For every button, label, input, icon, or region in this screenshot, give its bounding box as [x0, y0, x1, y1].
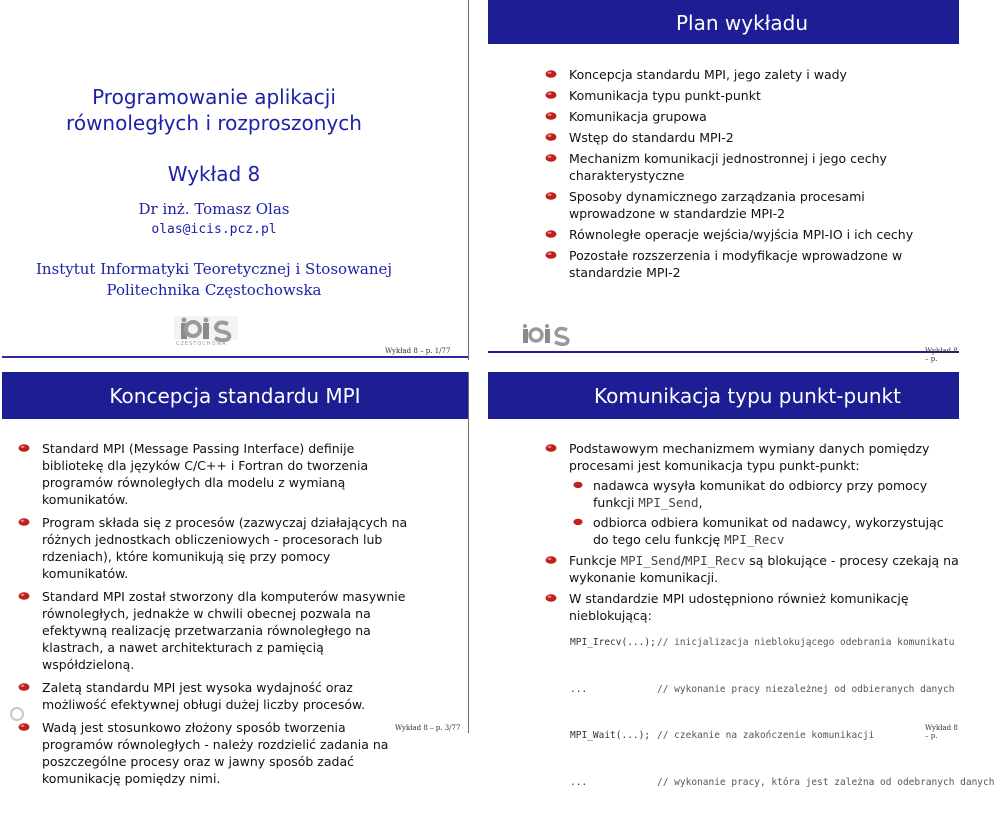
item-text: Komunikacja grupowa — [569, 109, 707, 124]
list-item — [12, 514, 412, 582]
slide-title-bar — [2, 372, 468, 419]
icis-logo-corner — [6, 706, 28, 722]
university-name: Politechnika Częstochowska — [106, 281, 322, 299]
p2p-list — [539, 440, 959, 624]
bullet-icon — [573, 517, 583, 526]
item-text: Podstawowym mechanizmem wymiany danych pomiędzy procesami jest komunikacja typu punkt-punkt: — [569, 441, 930, 473]
list-item — [12, 719, 412, 787]
item-text: Komunikacja typu punkt-punkt — [569, 88, 761, 103]
bullet-icon — [545, 593, 557, 602]
item-text: Funkcje — [569, 553, 621, 568]
page-footer: Wykład 8 – p. — [925, 347, 958, 363]
list-item — [539, 247, 949, 281]
bullet-icon — [18, 722, 30, 731]
slide-title: Plan wykładu — [676, 11, 808, 35]
bullet-icon — [545, 443, 557, 452]
code-line — [570, 682, 994, 698]
item-text: odbiorca odbiera komunikat od nadawcy, wykorzystując do tego celu funkcję — [593, 515, 944, 547]
logo-caption: CZESTOCHOWA — [176, 341, 227, 347]
bullet-icon — [18, 443, 30, 452]
item-text: Program składa się z procesów (zazwyczaj działających na różnych jednostkach obliczeniowych - procesorach lub rdzeniach), które komunikują się przy pomocy komunikatów. — [42, 515, 408, 581]
code-line — [570, 635, 994, 651]
list-item — [539, 129, 949, 146]
bullet-icon — [545, 69, 557, 78]
icis-logo-small — [515, 320, 581, 350]
footer-rule — [2, 356, 468, 358]
list-item — [539, 87, 949, 104]
bullet-icon — [18, 591, 30, 600]
bullet-icon — [545, 132, 557, 141]
lecture-course-title-line1: Programowanie aplikacji — [92, 85, 336, 109]
list-item — [539, 188, 949, 222]
code-mpi-send: MPI_Send — [620, 553, 681, 568]
plan-list — [539, 66, 949, 281]
concept-list — [12, 440, 412, 787]
lecture-course-title-line2: równoległych i rozproszonych — [66, 111, 362, 135]
list-item — [539, 66, 949, 83]
code-comment: // czekanie na zakończenie komunikacji — [657, 730, 875, 741]
slide-title-bar — [488, 0, 959, 44]
slide-title: Koncepcja standardu MPI — [109, 384, 361, 408]
slide-title: Komunikacja typu punkt-punkt — [594, 384, 901, 408]
page-footer: Wykład 8 – p. 1/77 — [385, 347, 451, 355]
sub-list — [569, 477, 959, 548]
icis-logo — [170, 312, 242, 350]
code-mpi-recv: MPI_Recv — [685, 553, 746, 568]
item-text: są blokujące - procesy czekają na wykonanie komunikacji. — [569, 553, 959, 585]
code-example — [570, 604, 994, 821]
slide-title-bar — [488, 372, 959, 419]
slide-point-to-point — [488, 372, 994, 788]
item-text-end: , — [698, 495, 703, 510]
list-item — [12, 679, 412, 713]
slide-divider — [468, 372, 469, 733]
sub-list-item — [569, 514, 959, 548]
item-text: W standardzie MPI udostępniono również komunikację nieblokującą: — [569, 591, 909, 623]
bullet-icon — [545, 111, 557, 120]
item-text: Zaletą standardu MPI jest wysoka wydajność oraz możliwość efektywnej obługi dużej liczby procesów. — [42, 680, 366, 712]
slide-plan — [488, 0, 959, 363]
code-comment: // wykonanie pracy niezależnej od odbieranych danych — [657, 683, 955, 695]
code-statement: MPI_Irecv(...); — [570, 637, 656, 648]
code-line — [570, 775, 994, 791]
page-footer: Wykład 8 – p. 3/77 — [395, 724, 461, 732]
list-item — [539, 440, 959, 548]
page-footer: Wykład 8 – p. — [925, 724, 958, 740]
code-statement: MPI_Wait(...); — [570, 730, 651, 741]
code-statement: ... — [570, 776, 588, 788]
bullet-icon — [545, 90, 557, 99]
item-text: Koncepcja standardu MPI, jego zalety i wady — [569, 67, 847, 82]
item-text: Wadą jest stosunkowo złożony sposób tworzenia programów równoległych - należy rozdzielić zadania na poszczególne procesy oraz w jawny sposób zadać komunikację pomiędzy nimi. — [42, 720, 389, 786]
bullet-icon — [545, 250, 557, 259]
item-text: Standard MPI został stworzony dla komputerów masywnie równoległych, jednakże w chwili obecnej pozwala na efektywną realizację przetwarzania równoległego na klastrach, a nawet architekturach z pamięcią współdzieloną. — [42, 589, 406, 672]
icis-logo-graphic — [515, 320, 581, 350]
item-text: nadawca wysyła komunikat do odbiorcy przy pomocy funkcji — [593, 478, 928, 510]
item-text: Standard MPI (Message Passing Interface) definije bibliotekę dla języków C/C++ i Fortran do tworzenia programów równoległych dla modelu z wymianą komunikatów. — [42, 441, 369, 507]
item-text: Sposoby dynamicznego zarządzania procesami wprowadzone w standardzie MPI-2 — [569, 189, 865, 221]
slide-divider — [468, 0, 469, 360]
list-item — [539, 108, 949, 125]
bullet-icon — [18, 517, 30, 526]
list-item — [539, 552, 959, 586]
code-statement: ... — [570, 683, 588, 695]
bullet-icon — [545, 555, 557, 564]
author-email: olas@icis.pcz.pl — [151, 222, 277, 237]
list-item — [12, 440, 412, 508]
item-text: Równoległe operacje wejścia/wyjścia MPI-IO i ich cechy — [569, 227, 914, 242]
footer-rule — [488, 351, 959, 353]
item-text-slash: / — [680, 553, 686, 568]
sub-list-item — [569, 477, 959, 511]
list-item — [12, 588, 412, 673]
bullet-icon — [573, 480, 583, 489]
lecture-number: Wykład 8 — [167, 162, 261, 186]
logo-mark — [6, 706, 28, 722]
list-item — [539, 226, 949, 243]
slide-title-page — [2, 0, 468, 360]
bullet-icon — [545, 153, 557, 162]
bullet-icon — [545, 229, 557, 238]
code-mpi-send: MPI_Send — [638, 495, 699, 510]
code-comment: // wykonanie pracy, która jest zależna od odebranych danych — [657, 776, 994, 788]
author-name: Dr inż. Tomasz Olas — [138, 200, 290, 218]
institute-name: Instytut Informatyki Teoretycznej i Stosowanej — [35, 260, 393, 278]
list-item — [539, 150, 949, 184]
bullet-icon — [18, 682, 30, 691]
item-text: Mechanizm komunikacji jednostronnej i jego cechy charakterystyczne — [569, 151, 887, 183]
item-text: Wstęp do standardu MPI-2 — [569, 130, 734, 145]
code-mpi-recv: MPI_Recv — [724, 532, 785, 547]
item-text: Pozostałe rozszerzenia i modyfikacje wprowadzone w standardzie MPI-2 — [569, 248, 903, 280]
bullet-icon — [545, 191, 557, 200]
code-comment: // inicjalizacja nieblokującego odebrania komunikatu — [657, 637, 955, 648]
slide-mpi-concept — [2, 372, 468, 786]
